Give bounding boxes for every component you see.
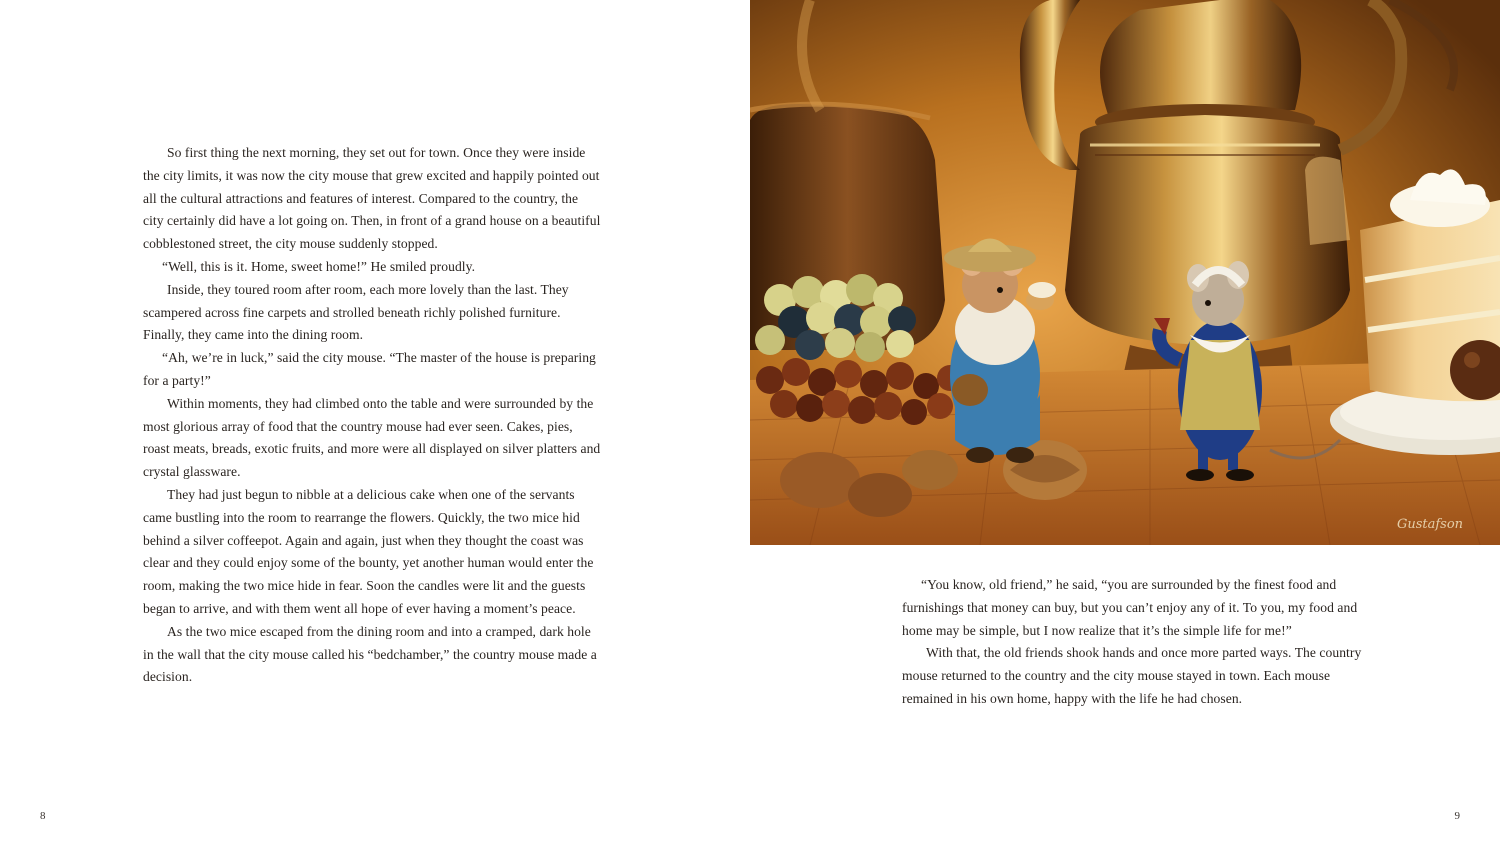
svg-text:Gustafson: Gustafson bbox=[1396, 517, 1464, 532]
mice-dining-illustration bbox=[750, 0, 1500, 545]
paragraph: Within moments, they had climbed onto the table and were surrounded by the most glorious array of food that the country mouse had ever seen. Cakes, pies, roast meats, breads, exotic fruits, and more were all displayed on silver platters and crystal glassware. bbox=[143, 395, 601, 480]
paragraph: “You know, old friend,” he said, “you are surrounded by the finest food and furnishings that money can buy, but you can’t enjoy any of it. To you, my food and home may be simple, but I now realize that it’s the simple life for me!” bbox=[902, 577, 1358, 638]
paragraph: Inside, they toured room after room, each more lovely than the last. They scampered across fine carpets and strolled beneath richly polished furniture. Finally, they came into the dining room. bbox=[143, 281, 569, 343]
paragraph: So first thing the next morning, they set out for town. Once they were inside the city limits, it was now the city mouse that grew excited and happily pointed out all the cultural attractions and features of interest. Compared to the country, the city certainly did have a lot going on. Then, in front of a grand house on a beautiful cobblestoned street, the city mouse suddenly stopped. bbox=[143, 145, 601, 252]
paragraph: “Well, this is it. Home, sweet home!” He smiled proudly. bbox=[162, 258, 476, 274]
right-page-text bbox=[902, 574, 1364, 711]
paragraph: “Ah, we’re in luck,” said the city mouse. “The master of the house is preparing for a party!” bbox=[143, 350, 596, 388]
page-number-right: 9 bbox=[1454, 810, 1460, 822]
paragraph: They had just begun to nibble at a delicious cake when one of the servants came bustling into the room to rearrange the flowers. Quickly, the two mice hid behind a silver coffeepot. Again and again, just when they thought the coast was clear and they could enjoy some of the bounty, yet another human would enter the room, making the two mice hide in fear. Soon the candles were lit and the guests began to arrive, and with them went all hope of ever having a moment’s peace. bbox=[143, 486, 594, 616]
left-page-text bbox=[143, 142, 601, 689]
paragraph: With that, the old friends shook hands and once more parted ways. The country mouse returned to the country and the city mouse stayed in town. Each mouse remained in his own home, happy with the life he had chosen. bbox=[902, 645, 1362, 706]
page-number-left: 8 bbox=[40, 810, 46, 822]
paragraph: As the two mice escaped from the dining room and into a cramped, dark hole in the wall that the city mouse called his “bedchamber,” the country mouse made a decision. bbox=[143, 623, 597, 685]
right-page bbox=[750, 0, 1500, 857]
